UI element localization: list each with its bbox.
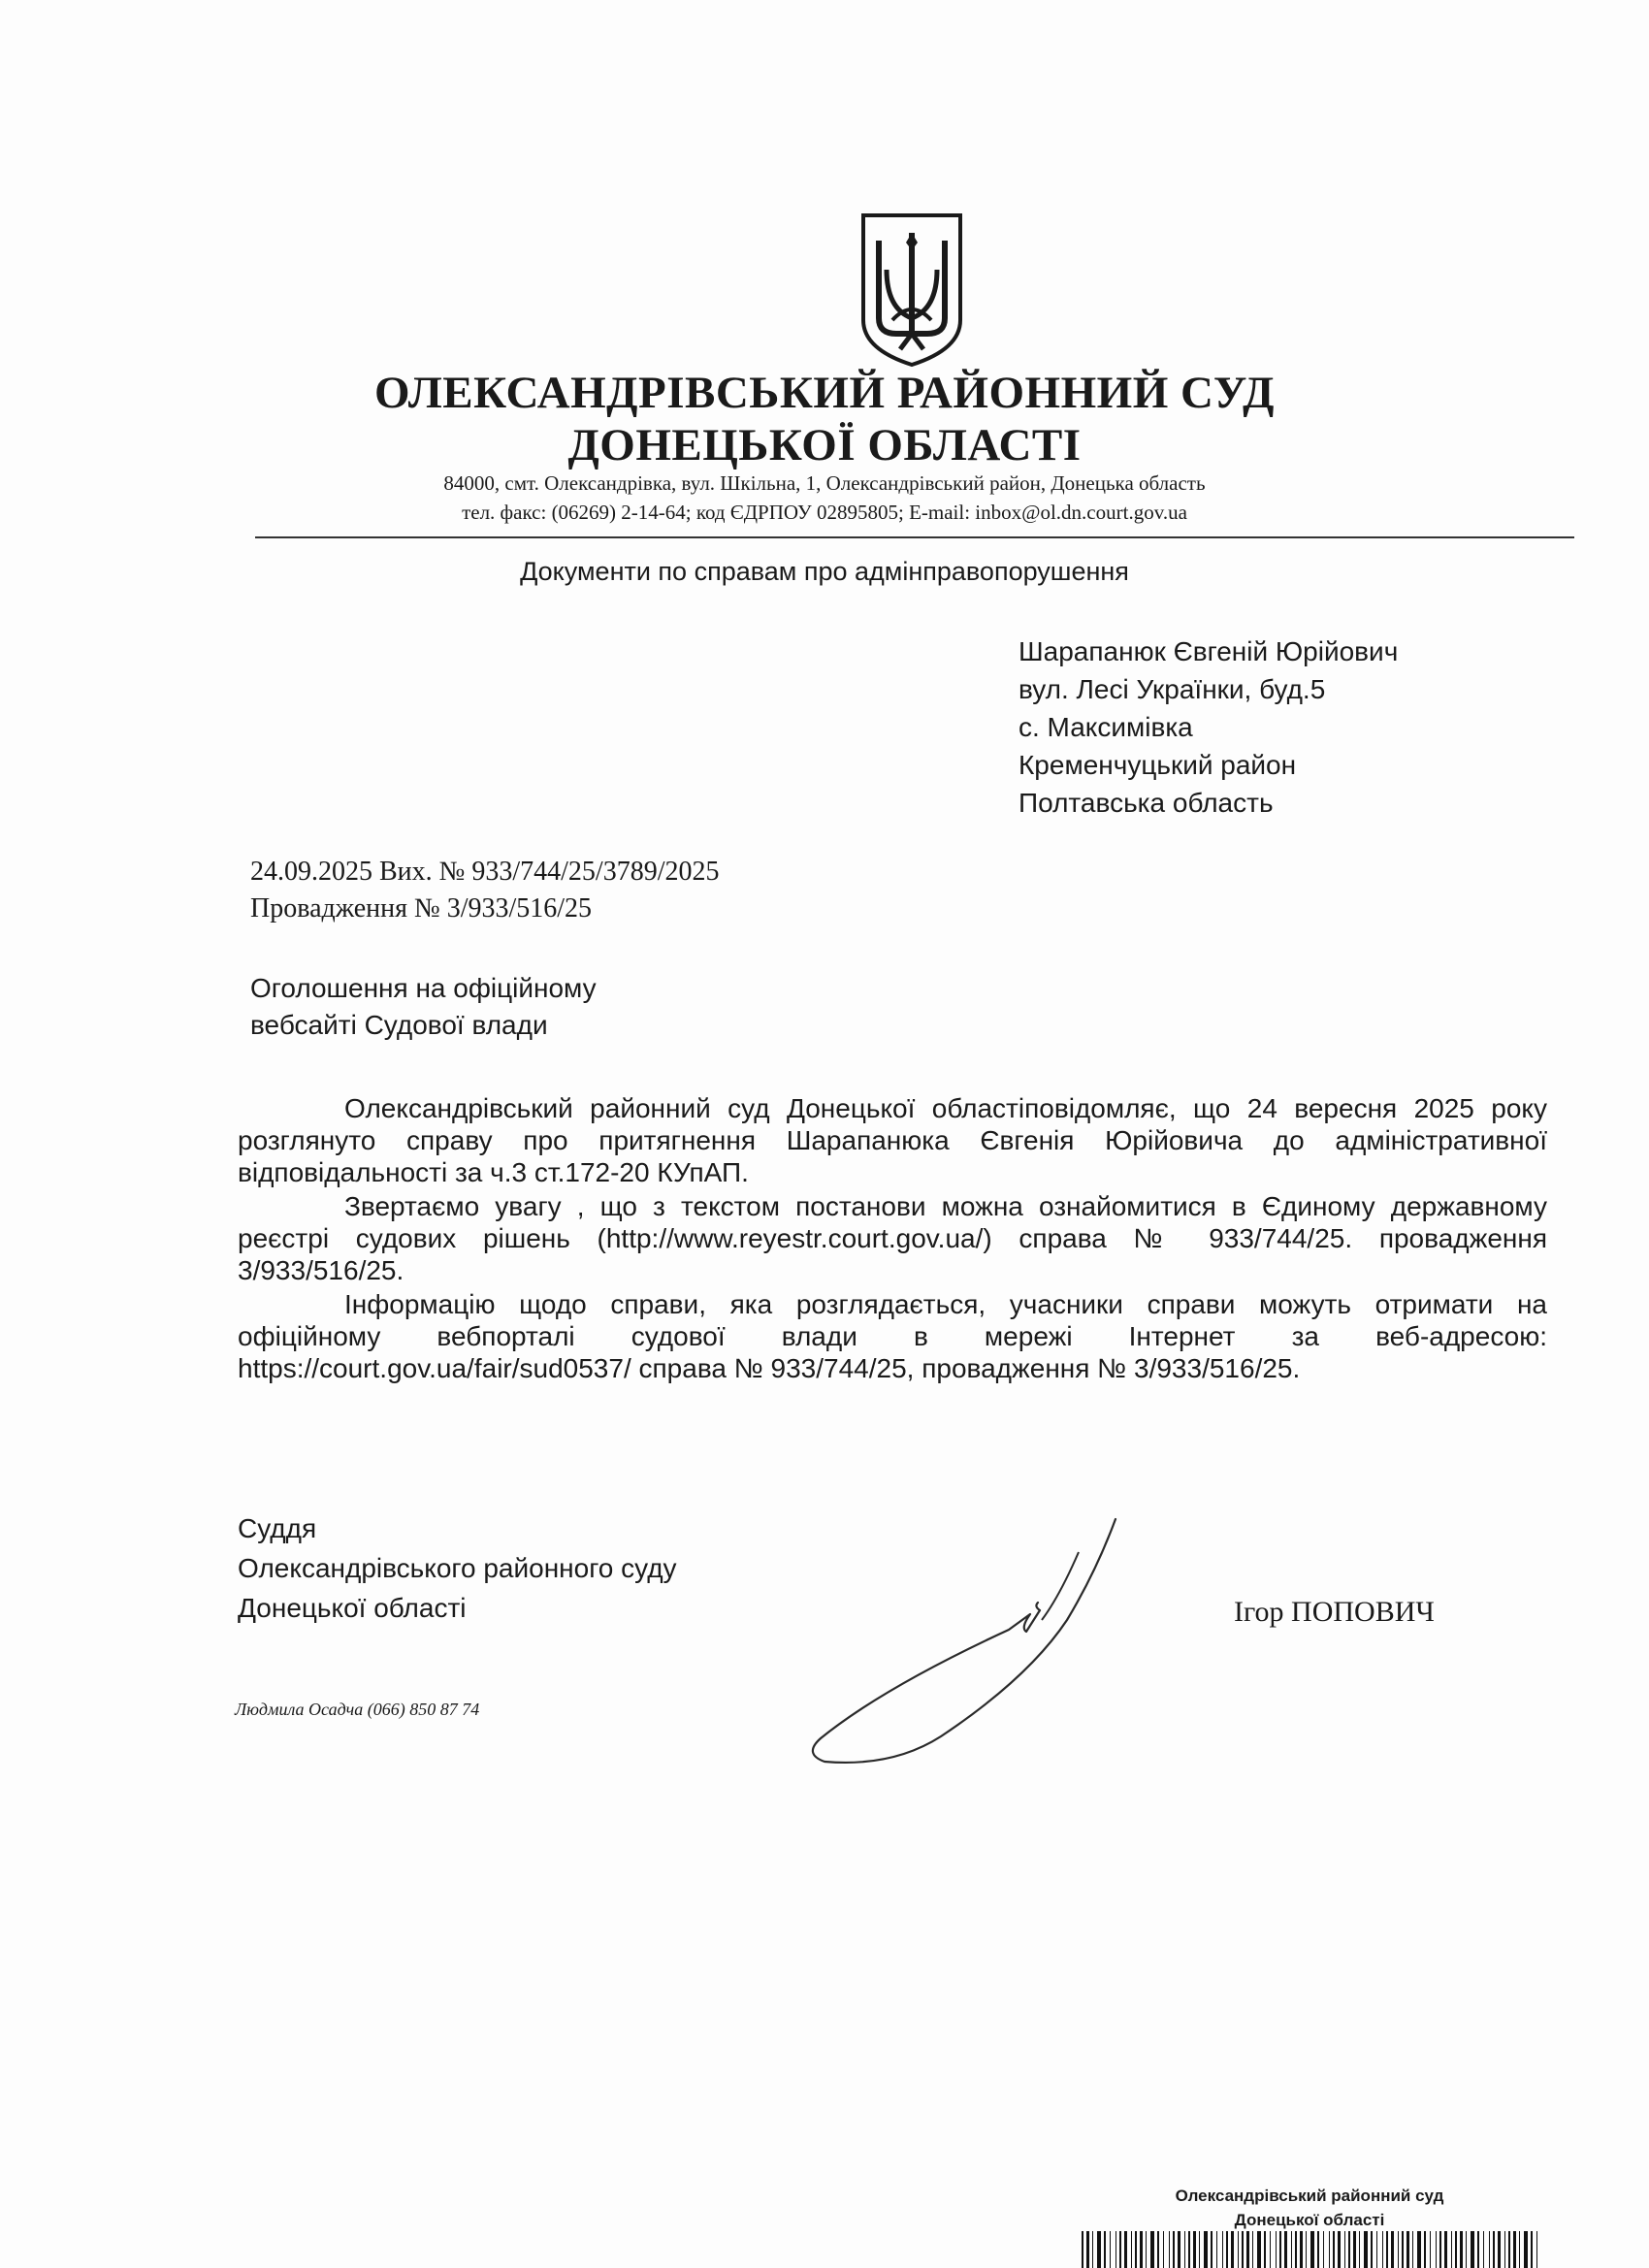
subject-line1: Оголошення на офіційному xyxy=(250,973,597,1003)
court-name-line1: ОЛЕКСАНДРІВСЬКИЙ РАЙОННИЙ СУД xyxy=(374,368,1275,418)
recipient-region: Полтавська область xyxy=(1018,788,1274,818)
recipient-name: Шарапанюк Євгеній Юрійович xyxy=(1018,636,1399,666)
executor-contact: Людмила Осадча (066) 850 87 74 xyxy=(235,1700,480,1719)
court-address: 84000, смт. Олександрівка, вул. Шкільна, 1, Олександрівський район, Донецька область xyxy=(443,471,1206,495)
judge-title-block xyxy=(238,1508,677,1628)
judge-title-line2: Олександрівського районного суду xyxy=(238,1553,677,1583)
recipient-district: Кременчуцький район xyxy=(1018,750,1297,780)
proceeding-number: Провадження № 3/933/516/25 xyxy=(250,893,593,923)
letter-body xyxy=(238,1092,1547,1384)
stamp-court-name: Олександрівський районний суд xyxy=(1175,2187,1444,2205)
trident-emblem-icon xyxy=(857,211,966,369)
judge-name: Ігор ПОПОВИЧ xyxy=(1234,1596,1435,1628)
recipient-street: вул. Лесі Українки, буд.5 xyxy=(1018,674,1326,704)
judge-title-line1: Суддя xyxy=(238,1513,317,1543)
stamp-court-region: Донецької області xyxy=(1234,2211,1385,2229)
court-contacts: тел. факс: (06269) 2-14-64; код ЄДРПОУ 02895805; E-mail: inbox@ol.dn.court.gov.ua xyxy=(462,501,1187,524)
judge-title-line3: Донецької області xyxy=(238,1593,467,1623)
document-category: Документи по справам про адмінправопорушення xyxy=(520,557,1129,586)
subject-block xyxy=(250,970,597,1044)
outgoing-number: 24.09.2025 Вих. № 933/744/25/3789/2025 xyxy=(250,857,720,887)
body-paragraph: Олександрівський районний суд Донецької областіповідомляє, що 24 вересня 2025 року розглянуто справу про притягнення Шарапанюка Євгенія Юрійовича до адміністративної відповідальності за ч.3 ст.172-20 КУпАП. xyxy=(238,1093,1547,1187)
court-name-line2: ДОНЕЦЬКОЇ ОБЛАСТІ xyxy=(567,420,1082,470)
header-divider xyxy=(255,536,1574,538)
reference-block xyxy=(250,854,720,927)
body-paragraph: Інформацію щодо справи, яка розглядається, учасники справи можуть отримати на офіційному вебпорталі судової влади в мережі Інтернет за веб-адресою: https://court.gov.ua/fair/sud0537/ справа № 933/744/25, провадження № 3/933/516/25. xyxy=(238,1289,1547,1383)
recipient-address-block xyxy=(1018,632,1523,822)
barcode xyxy=(1082,2231,1537,2268)
body-paragraph: Звертаємо увагу , що з текстом постанови можна ознайомитися в Єдиному державному реєстрі судових рішень (http://www.reyestr.court.gov.ua/) справа № 933/744/25. провадження 3/933/516/25. xyxy=(238,1191,1547,1285)
recipient-village: с. Максимівка xyxy=(1018,712,1193,742)
subject-line2: вебсайті Судової влади xyxy=(250,1010,548,1040)
handwritten-signature xyxy=(805,1513,1135,1775)
